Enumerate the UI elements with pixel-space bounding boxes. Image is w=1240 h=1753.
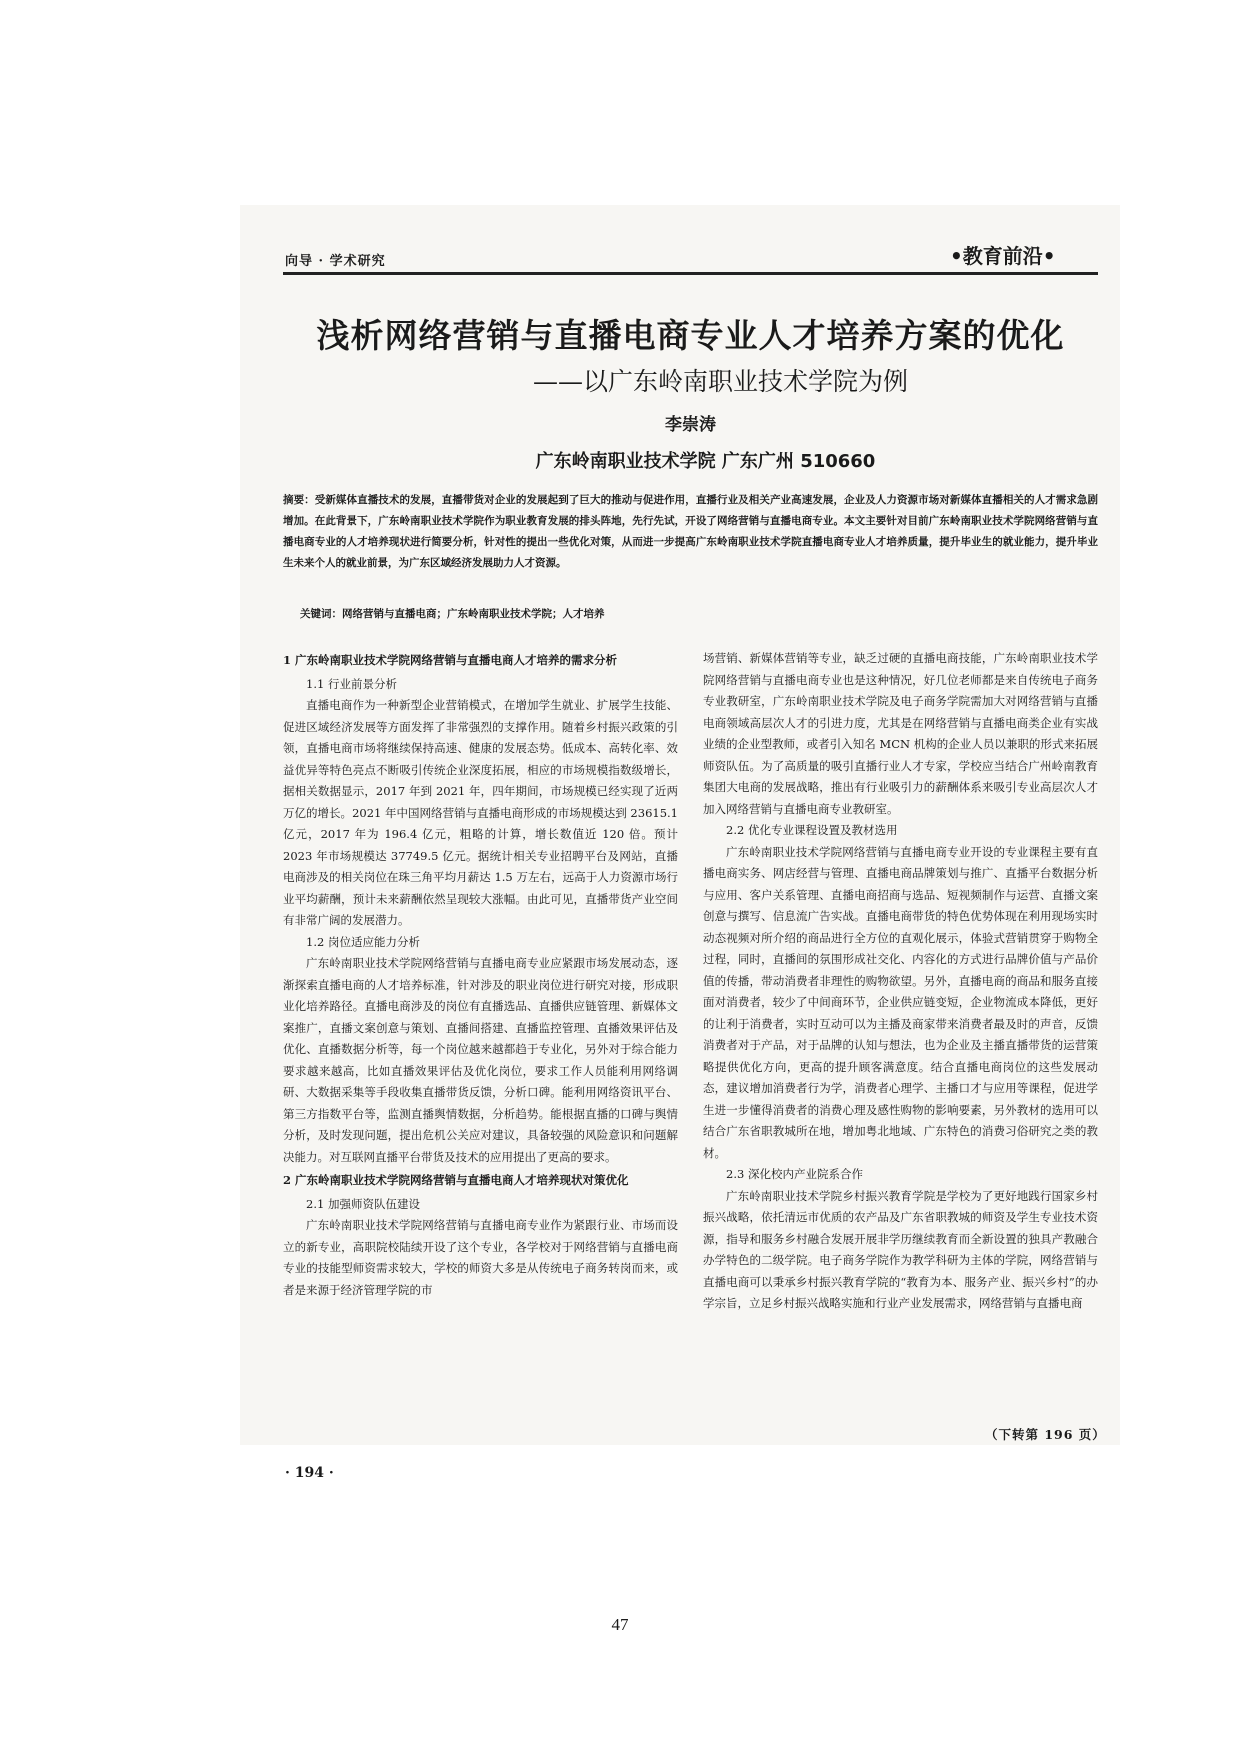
keywords-text: 网络营销与直播电商；广东岭南职业技术学院；人才培养 [342, 608, 605, 620]
document-page-number: 47 [611, 1615, 629, 1634]
abstract [283, 490, 1098, 574]
paragraph: 场营销、新媒体营销等专业，缺乏过硬的直播电商技能，广东岭南职业技术学院网络营销与直播电商专业也是这种情况，好几位老师都是来自传统电子商务专业教研室，广东岭南职业技术学院及电子商务学院需加大对网络营销与直播电商领域高层次人才的引进力度，尤其是在网络营销与直播电商类企业有实战业绩的企业型教师，或者引入知名 MCN 机构的企业人员以兼职的形式来拓展师资队伍。为了高质量的吸引直播行业人才专家，学校应当结合广州岭南教育集团大电商的发展战略，推出有行业吸引力的薪酬体系来吸引专业高层次人才加入网络营销与直播电商专业教研室。 [703, 651, 1098, 816]
running-header-left: 向导 · 学术研究 [285, 254, 386, 269]
section-heading-2: 2 广东岭南职业技术学院网络营销与直播电商人才培养现状对策优化 [283, 1173, 629, 1187]
abstract-label: 摘要： [283, 494, 315, 506]
abstract-text: 受新媒体直播技术的发展，直播带货对企业的发展起到了巨大的推动与促进作用，直播行业及相关产业高速发展，企业及人力资源市场对新媒体直播相关的人才需求急剧增加。在此背景下，广东岭南职业技术学院作为职业教育发展的排头阵地，先行先试，开设了网络营销与直播电商专业。本文主要针对目前广东岭南职业技术学院网络营销与直播电商专业的人才培养现状进行简要分析，针对性的提出一些优化对策，从而进一步提高广东岭南职业技术学院直播电商专业人才培养质量，提升毕业生的就业能力，提升毕业生未来个人的就业前景，为广东区域经济发展助力人才资源。 [283, 494, 1099, 569]
journal-page-number: · 194 · [285, 1465, 334, 1481]
running-header-right: •教育前沿• [950, 244, 1056, 268]
affiliation: 广东岭南职业技术学院 广东广州 510660 [535, 451, 876, 472]
keywords-label: 关键词： [300, 608, 342, 620]
section-heading-1: 1 广东岭南职业技术学院网络营销与直播电商人才培养的需求分析 [283, 653, 618, 667]
subsection-heading-1-1: 1.1 行业前景分析 [306, 676, 397, 691]
paragraph: 广东岭南职业技术学院网络营销与直播电商专业开设的专业课程主要有直播电商实务、网店经营与管理、直播电商品牌策划与推广、直播平台数据分析与应用、客户关系管理、直播电商招商与选品、短视频制作与运营、直播文案创意与撰写、信息流广告实战。直播电商带货的特色优势体现在利用现场实时动态视频对所介绍的商品进行全方位的直观化展示，体验式营销贯穿于购物全过程，同时，直播间的氛围形成社交化、内容化的方式进行品牌价值与产品价值的传播，带动消费者非理性的购物欲望。另外，直播电商的商品和服务直接面对消费者，较少了中间商环节，企业供应链变短，企业物流成本降低，更好的让利于消费者，实时互动可以为主播及商家带来消费者最及时的声音，反馈消费者对于产品，对于品牌的认知与想法，也为企业及主播直播带货的运营策略提供优化方向，更高的提升顾客满意度。结合直播电商岗位的这些发展动态，建议增加消费者行为学，消费者心理学、主播口才与应用等课程，促进学生进一步懂得消费者的消费心理及感性购物的影响要素，另外教材的选用可以结合广东省职教城所在地，增加粤北地域、广东特色的消费习俗研究之类的教材。 [703, 844, 1098, 1160]
subsection-heading-2-3: 2.3 深化校内产业院系合作 [726, 1167, 863, 1181]
paper-title: 浅析网络营销与直播电商专业人才培养方案的优化 [316, 316, 1065, 355]
subsection-heading-2-2: 2.2 优化专业课程设置及教材选用 [726, 823, 898, 837]
continued-note: （下转第 196 页） [985, 1427, 1106, 1442]
keywords [300, 606, 1100, 621]
header-rule [283, 272, 1098, 275]
author: 李崇涛 [665, 415, 716, 435]
paragraph: 直播电商作为一种新型企业营销模式，在增加学生就业、扩展学生技能、促进区域经济发展等方面发挥了非常强烈的支撑作用。随着乡村振兴政策的引领，直播电商市场将继续保持高速、健康的发展态势。低成本、高转化率、效益优异等特色亮点不断吸引传统企业深度拓展，相应的市场规模指数级增长，据相关数据显示，2017 年到 2021 年，四年期间，市场规模已经实现了近两万亿的增长。2021 年中国网络营销与直播电商形成的市场规模达到 23615.1 亿元，2017 年为 196.4 亿元，粗略的计算，增长数值近 120 倍。预计 2023 年市场规模达 37749.5 亿元。据统计相关专业招聘平台及网站，直播电商涉及的相关岗位在珠三角平均月薪达 1.5 万左右，远高于人力资源市场行业平均薪酬，预计未来薪酬依然呈现较大涨幅。由此可见，直播带货产业空间有非常广阔的发展潜力。 [283, 698, 678, 927]
left-column [283, 648, 678, 1301]
subsection-heading-1-2: 1.2 岗位适应能力分析 [306, 934, 420, 949]
paragraph: 广东岭南职业技术学院网络营销与直播电商专业作为紧跟行业、市场而设立的新专业，高职院校陆续开设了这个专业，各学校对于网络营销与直播电商专业的技能型师资需求较大，学校的师资大多是从传统电子商务转岗而来，或者是来源于经济管理学院的市 [283, 1218, 678, 1297]
right-column [703, 648, 1098, 1315]
paragraph: 广东岭南职业技术学院网络营销与直播电商专业应紧跟市场发展动态，逐渐探索直播电商的人才培养标准，针对涉及的职业岗位进行研究对接，形成职业化培养路径。直播电商涉及的岗位有直播选品、直播供应链管理、新媒体文案推广，直播文案创意与策划、直播间搭建、直播监控管理、直播效果评估及优化、直播数据分析等，每一个岗位越来越都趋于专业化，另外对于综合能力要求越来越高，比如直播效果评估及优化岗位，要求工作人员能利用网络调研、大数据采集等手段收集直播带货反馈，分析口碑。能利用网络资讯平台、第三方指数平台等，监测直播舆情数据，分析趋势。能根据直播的口碑与舆情分析，及时发现问题，提出危机公关应对建议，具备较强的风险意识和问题解决能力。对互联网直播平台带货及技术的应用提出了更高的要求。 [283, 956, 678, 1164]
paragraph: 广东岭南职业技术学院乡村振兴教育学院是学校为了更好地践行国家乡村振兴战略，依托清远市优质的农产品及广东省职教城的师资及学生专业技术资源，指导和服务乡村融合发展开展非学历继续教育而全新设置的独具产教融合办学特色的二级学院。电子商务学院作为教学科研为主体的学院，网络营销与直播电商可以秉承乡村振兴教育学院的“教育为本、服务产业、振兴乡村”的办学宗旨，立足乡村振兴战略实施和行业产业发展需求，网络营销与直播电商 [703, 1188, 1098, 1310]
paper-subtitle: ——以广东岭南职业技术学院为例 [532, 367, 908, 396]
subsection-heading-2-1: 2.1 加强师资队伍建设 [306, 1196, 420, 1211]
